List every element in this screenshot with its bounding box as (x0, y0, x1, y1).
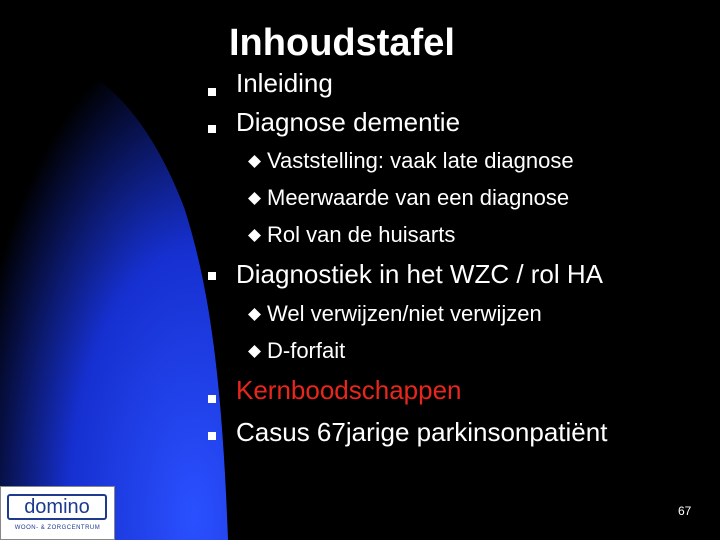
bullet-square-icon (208, 125, 216, 133)
toc-item-diagnostiek: Diagnostiek in het WZC / rol HA (236, 259, 604, 289)
logo-subtitle: WOON- & ZORGCENTRUM (14, 525, 101, 531)
logo-frame (7, 494, 107, 520)
diamond-bullet-icon (248, 229, 261, 242)
toc-item-diagnose-dementie: Diagnose dementie (236, 107, 461, 137)
toc-subitem: Rol van de huisarts (267, 222, 456, 247)
bullet-square-icon (208, 272, 216, 280)
diamond-bullet-icon (248, 308, 261, 321)
bullet-square-icon (208, 88, 216, 96)
toc-subitem: D-forfait (267, 338, 346, 363)
slide-title: Inhoudstafel (229, 22, 455, 64)
bullet-square-icon (208, 432, 216, 440)
diamond-bullet-icon (248, 345, 261, 358)
diamond-bullet-icon (248, 192, 261, 205)
toc-item-inleiding: Inleiding (236, 68, 333, 98)
domino-logo (0, 486, 115, 540)
diamond-bullet-icon (248, 155, 261, 168)
toc-item-casus: Casus 67jarige parkinsonpatiënt (236, 417, 608, 447)
toc-subitem: Wel verwijzen/niet verwijzen (267, 301, 542, 326)
toc-subitem: Meerwaarde van een diagnose (267, 185, 570, 210)
page-number: 67 (678, 504, 692, 518)
toc-subitem: Vaststelling: vaak late diagnose (267, 148, 574, 173)
toc-item-kernboodschappen: Kernboodschappen (236, 375, 462, 405)
logo-wordmark: domino (24, 496, 90, 518)
bullet-square-icon (208, 395, 216, 403)
